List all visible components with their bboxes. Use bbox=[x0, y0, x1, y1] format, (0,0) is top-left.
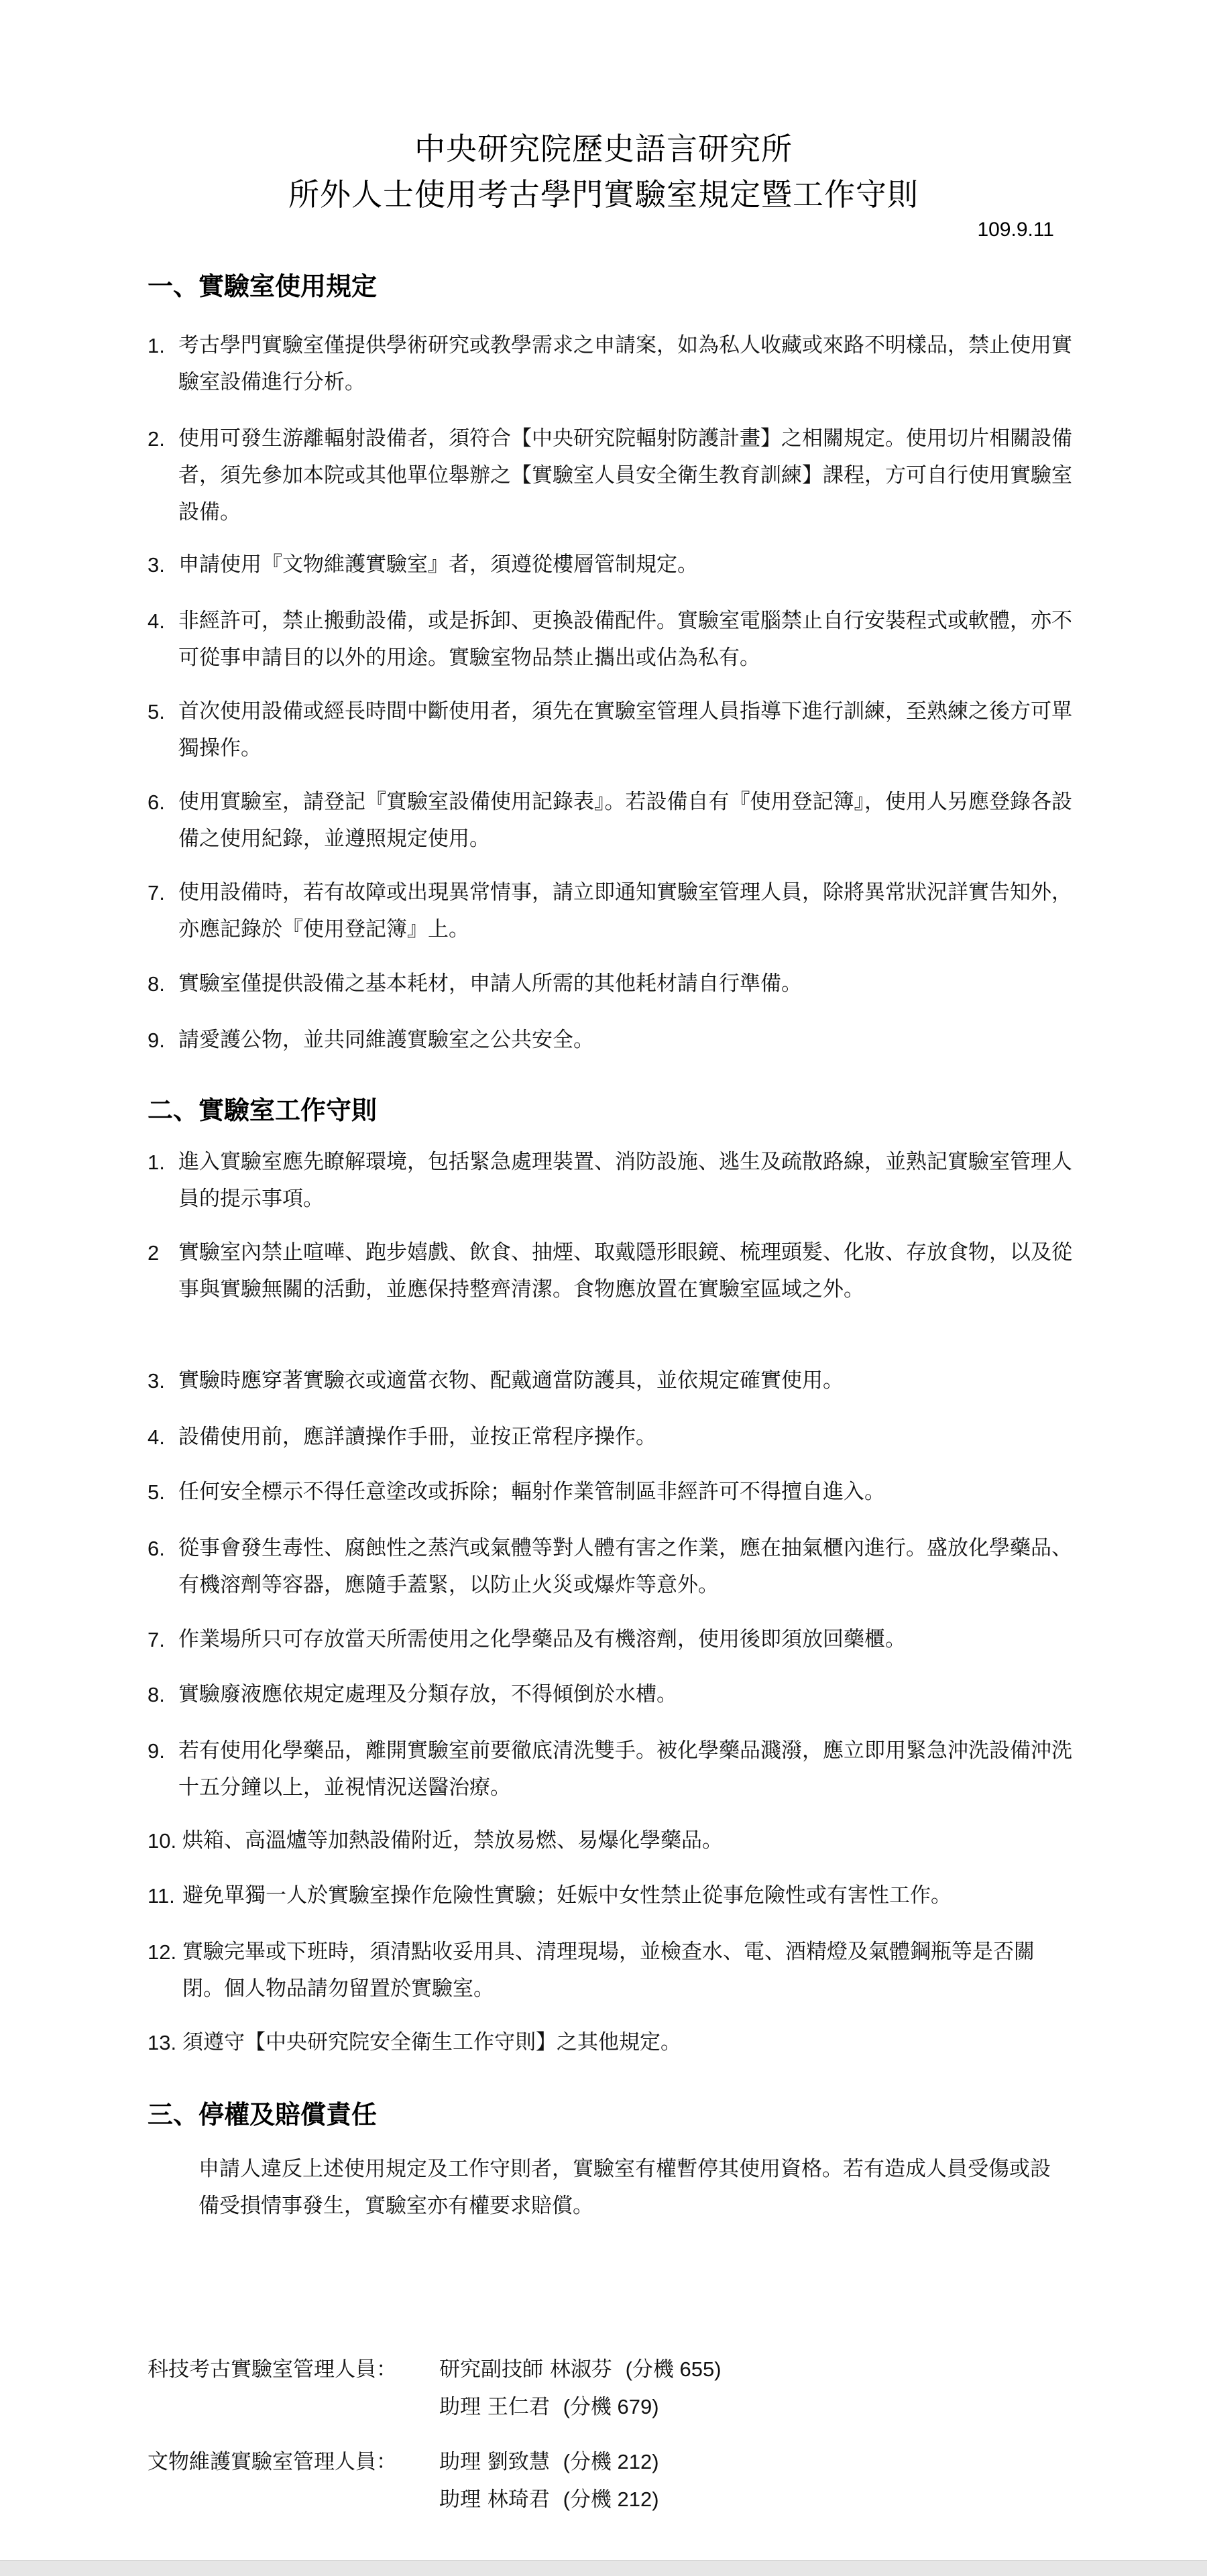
contact-lab1-label: 科技考古實驗室管理人員： bbox=[148, 2357, 397, 2382]
item-number: 8. bbox=[148, 1683, 165, 1706]
rule-item bbox=[148, 1733, 1073, 1806]
item-number: 12. bbox=[148, 1940, 177, 1964]
item-number: 9. bbox=[148, 1739, 165, 1763]
contact-lab2-label: 文物維護實驗室管理人員： bbox=[148, 2450, 397, 2474]
item-number: 13. bbox=[148, 2031, 177, 2054]
item-text: 烘箱、高溫爐等加熱設備附近，禁放易燃、易爆化學藥品。 bbox=[182, 1828, 723, 1853]
title-line-2: 所外人士使用考古學門實驗室規定暨工作守則 bbox=[288, 176, 919, 213]
item-text: 非經許可，禁止搬動設備，或是拆卸、更換設備配件。實驗室電腦禁止自行安裝程式或軟體，亦不可從事申請目的以外的用途。實驗室物品禁止攜出或佔為私有。 bbox=[178, 609, 1072, 670]
item-number: 5. bbox=[148, 1480, 165, 1504]
item-text: 實驗室內禁止喧嘩、跑步嬉戲、飲食、抽煙、取戴隱形眼鏡、梳理頭髮、化妝、存放食物，以及從事與實驗無關的活動，並應保持整齊清潔。食物應放置在實驗室區域之外。 bbox=[178, 1240, 1072, 1301]
item-number: 3. bbox=[148, 553, 165, 577]
rule-item bbox=[148, 1474, 1073, 1511]
item-number: 2. bbox=[148, 427, 165, 451]
contact-lab1-person1 bbox=[439, 2356, 722, 2383]
item-number: 10. bbox=[148, 1829, 177, 1853]
rule-item bbox=[148, 546, 1073, 583]
item-text: 首次使用設備或經長時間中斷使用者，須先在實驗室管理人員指導下進行訓練，至熟練之後方可單獨操作。 bbox=[178, 699, 1072, 760]
section-3-heading: 三、停權及賠償責任 bbox=[148, 2100, 378, 2129]
rule-item bbox=[148, 1022, 1073, 1059]
contact-name: 助理 王仁君 bbox=[439, 2395, 550, 2419]
rule-item bbox=[148, 603, 1073, 677]
rule-item bbox=[148, 1822, 1073, 1859]
title-line-1: 中央研究院歷史語言研究所 bbox=[414, 131, 793, 167]
item-text: 實驗時應穿著實驗衣或適當衣物、配戴適當防護具，並依規定確實使用。 bbox=[178, 1368, 844, 1393]
item-number: 6. bbox=[148, 1537, 165, 1560]
contact-lab2-person2 bbox=[439, 2486, 659, 2513]
item-text: 使用設備時，若有故障或出現異常情事，請立即通知實驗室管理人員，除將異常狀況詳實告知外，亦應記錄於『使用登記簿』上。 bbox=[178, 880, 1072, 941]
contact-name: 助理 林琦君 bbox=[439, 2487, 550, 2512]
item-number: 11. bbox=[148, 1884, 175, 1908]
item-text: 任何安全標示不得任意塗改或拆除；輻射作業管制區非經許可不得擅自進入。 bbox=[178, 1480, 885, 1504]
item-text: 實驗室僅提供設備之基本耗材，申請人所需的其他耗材請自行準備。 bbox=[178, 972, 802, 996]
contact-extension: (分機 212) bbox=[563, 2450, 659, 2473]
rule-item bbox=[148, 1144, 1073, 1218]
rule-item bbox=[148, 1234, 1073, 1308]
item-text: 實驗完畢或下班時，須清點收妥用具、清理現場，並檢查水、電、酒精燈及氣體鋼瓶等是否關閉。個人物品請勿留置於實驗室。 bbox=[182, 1940, 1035, 2001]
section-3-paragraph: 申請人違反上述使用規定及工作守則者，實驗室有權暫停其使用資格。若有造成人員受傷或設備受損情事發生，實驗室亦有權要求賠償。 bbox=[198, 2157, 1051, 2218]
rule-item bbox=[148, 2024, 1073, 2061]
document-date: 109.9.11 bbox=[977, 219, 1054, 241]
contact-name: 助理 劉致慧 bbox=[439, 2450, 550, 2474]
item-number: 7. bbox=[148, 1628, 165, 1651]
contact-name: 研究副技師 林淑芬 bbox=[439, 2357, 612, 2382]
item-text: 作業場所只可存放當天所需使用之化學藥品及有機溶劑，使用後即須放回藥櫃。 bbox=[178, 1627, 906, 1651]
page-bottom-edge bbox=[0, 2560, 1207, 2576]
item-text: 設備使用前，應詳讀操作手冊，並按正常程序操作。 bbox=[178, 1425, 656, 1449]
item-number: 6. bbox=[148, 791, 165, 814]
rule-item bbox=[148, 1621, 1073, 1658]
rule-item bbox=[148, 1676, 1073, 1713]
rule-item bbox=[148, 1362, 1073, 1399]
contact-extension: (分機 655) bbox=[625, 2357, 722, 2381]
item-text: 使用實驗室，請登記『實驗室設備使用記錄表』。若設備自有『使用登記簿』，使用人另應登錄各設備之使用紀錄，並遵照規定使用。 bbox=[178, 790, 1072, 851]
item-text: 請愛護公物，並共同維護實驗室之公共安全。 bbox=[178, 1028, 594, 1052]
section-1-heading: 一、實驗室使用規定 bbox=[148, 272, 378, 301]
document-title bbox=[0, 126, 1207, 217]
item-number: 9. bbox=[148, 1029, 165, 1052]
contact-extension: (分機 679) bbox=[563, 2395, 659, 2418]
item-number: 4. bbox=[148, 609, 165, 633]
item-number: 5. bbox=[148, 700, 165, 723]
item-text: 若有使用化學藥品，離開實驗室前要徹底清洗雙手。被化學藥品濺潑，應立即用緊急沖洗設備沖洗十五分鐘以上，並視情況送醫治療。 bbox=[178, 1739, 1072, 1800]
rule-item bbox=[148, 874, 1073, 948]
rule-item bbox=[148, 327, 1073, 401]
section-2-heading: 二、實驗室工作守則 bbox=[148, 1096, 378, 1125]
item-number: 8. bbox=[148, 972, 165, 996]
rule-item bbox=[148, 1419, 1073, 1456]
item-text: 考古學門實驗室僅提供學術研究或教學需求之申請案，如為私人收藏或來路不明樣品，禁止使用實驗室設備進行分析。 bbox=[178, 333, 1072, 394]
rule-item bbox=[148, 784, 1073, 858]
item-text: 從事會發生毒性、腐蝕性之蒸汽或氣體等對人體有害之作業，應在抽氣櫃內進行。盛放化學藥品、有機溶劑等容器，應隨手蓋緊，以防止火災或爆炸等意外。 bbox=[178, 1536, 1072, 1597]
item-text: 使用可發生游離輻射設備者，須符合【中央研究院輻射防護計畫】之相關規定。使用切片相關設備者，須先參加本院或其他單位舉辦之【實驗室人員安全衛生教育訓練】課程，方可自行使用實驗室設備。 bbox=[178, 426, 1072, 524]
rule-item bbox=[148, 1934, 1073, 2007]
rule-item bbox=[148, 1530, 1073, 1604]
rule-item bbox=[148, 420, 1073, 531]
item-number: 1. bbox=[148, 1151, 165, 1174]
rule-item bbox=[148, 965, 1073, 1002]
item-number: 1. bbox=[148, 334, 165, 357]
item-number: 4. bbox=[148, 1425, 165, 1449]
item-text: 避免單獨一人於實驗室操作危險性實驗；妊娠中女性禁止從事危險性或有害性工作。 bbox=[182, 1883, 952, 1908]
item-number: 3. bbox=[148, 1369, 165, 1393]
rule-item bbox=[148, 1877, 1073, 1914]
item-number: 2 bbox=[148, 1241, 160, 1265]
item-text: 申請使用『文物維護實驗室』者，須遵從樓層管制規定。 bbox=[178, 552, 698, 577]
item-number: 7. bbox=[148, 881, 165, 904]
contact-lab2-person1 bbox=[439, 2449, 659, 2475]
item-text: 進入實驗室應先瞭解環境，包括緊急處理裝置、消防設施、逃生及疏散路線，並熟記實驗室管理人員的提示事項。 bbox=[178, 1150, 1072, 1211]
item-text: 實驗廢液應依規定處理及分類存放，不得傾倒於水槽。 bbox=[178, 1682, 677, 1706]
contact-extension: (分機 212) bbox=[563, 2487, 659, 2511]
item-text: 須遵守【中央研究院安全衛生工作守則】之其他規定。 bbox=[182, 2030, 681, 2054]
contact-lab1-person2 bbox=[439, 2394, 659, 2420]
rule-item bbox=[148, 693, 1073, 767]
